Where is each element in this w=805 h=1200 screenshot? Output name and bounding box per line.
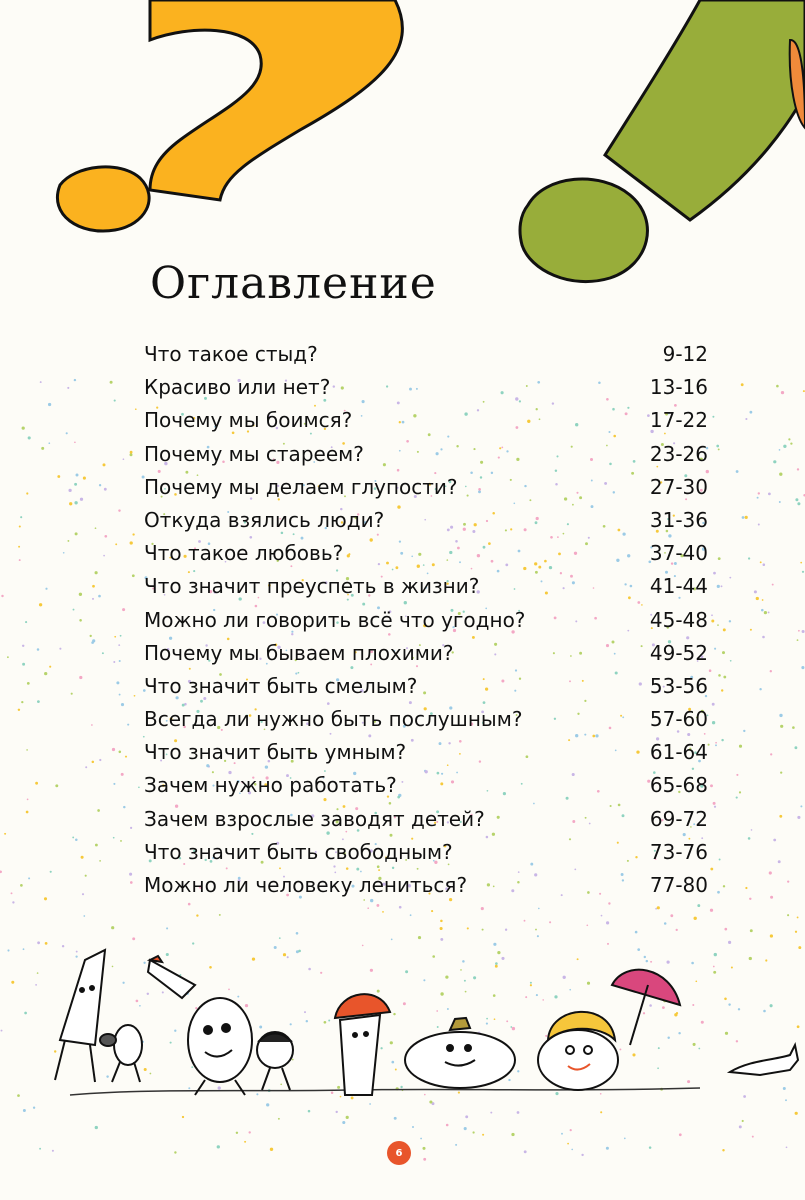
toc-pages: 49-52 [649,640,708,665]
toc-question: Всегда ли нужно быть послушным? [144,707,523,732]
toc-question: Почему мы бываем плохими? [144,640,454,665]
toc-pages: 57-60 [649,707,708,732]
toc-entry [144,570,708,603]
toc-pages: 65-68 [649,773,708,798]
toc-entry [144,338,708,371]
toc-pages: 61-64 [649,740,708,765]
toc-question: Можно ли человеку лениться? [144,873,468,897]
toc-entry [144,471,708,504]
toc-pages: 37-40 [649,541,708,566]
toc-pages: 23-26 [649,441,708,466]
toc-question: Откуда взялись люди? [144,507,385,532]
toc-pages: 41-44 [649,574,708,599]
toc-entry [144,504,708,537]
toc-entry [144,836,708,869]
page-title: Оглавление [150,258,437,309]
cartoon-characters-illustration [55,950,798,1095]
toc-question: Что значит преуспеть в жизни? [144,574,480,599]
toc-question: Зачем нужно работать? [144,773,397,798]
toc-pages: 27-30 [649,474,708,499]
toc-question: Что значит быть свободным? [144,839,453,864]
toc-pages: 53-56 [649,673,708,698]
toc-question: Зачем взрослые заводят детей? [144,806,485,831]
exclamation-mark-icon [520,0,805,282]
toc-pages: 13-16 [649,375,708,400]
toc-entry [144,371,708,404]
toc-entry [144,769,708,802]
toc-pages: 45-48 [649,607,708,632]
question-mark-icon [57,0,402,231]
table-of-contents [144,338,708,902]
toc-pages: 17-22 [649,408,708,433]
toc-entry [144,637,708,670]
toc-pages: 73-76 [649,839,708,864]
toc-question: Почему мы стареем? [144,441,364,466]
toc-entry [144,537,708,570]
toc-question: Что значит быть смелым? [144,673,418,698]
toc-entry [144,736,708,769]
toc-entry [144,404,708,437]
toc-question: Красиво или нет? [144,375,331,400]
toc-entry [144,670,708,703]
toc-question: Что значит быть умным? [144,740,407,765]
toc-question: Можно ли говорить всё что угодно? [144,607,526,632]
toc-entry [144,438,708,471]
toc-question: Что такое любовь? [144,541,344,566]
toc-entry [144,803,708,836]
toc-question: Что такое стыд? [144,342,318,366]
toc-question: Почему мы делаем глупости? [144,474,458,499]
toc-pages: 77-80 [649,873,708,897]
toc-entry [144,703,708,736]
toc-pages: 31-36 [649,507,708,532]
toc-entry [144,604,708,637]
toc-question: Почему мы боимся? [144,408,353,433]
toc-entry [144,869,708,902]
toc-pages: 69-72 [649,806,708,831]
page-number-badge: 6 [387,1141,411,1165]
toc-pages: 9-12 [662,342,708,366]
